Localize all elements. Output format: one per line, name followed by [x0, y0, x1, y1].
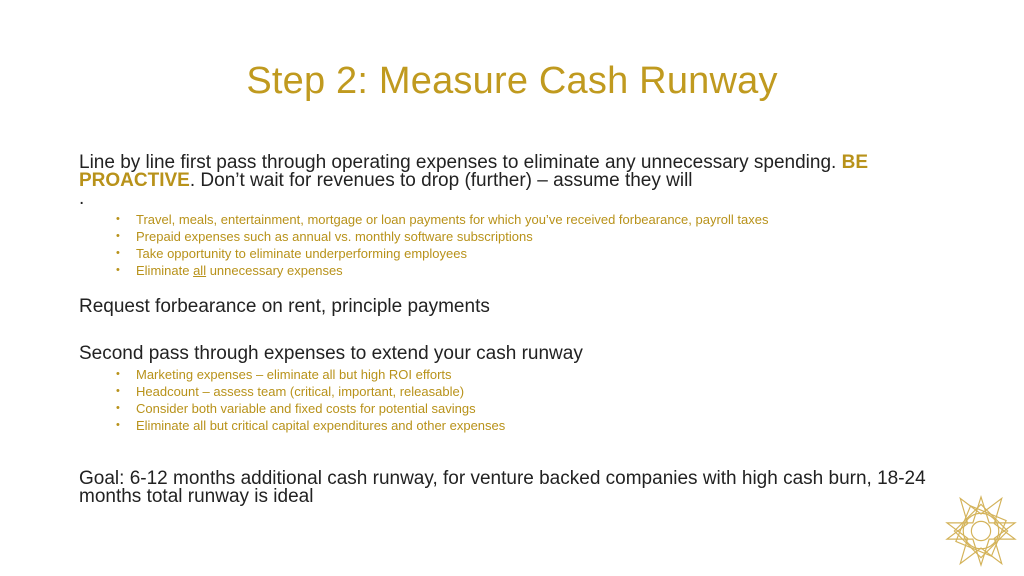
- list-item: • Eliminate all but critical capital expenditures and other expenses: [114, 417, 974, 434]
- gold-star-mandala-icon: [944, 494, 1018, 568]
- underlined-all: all: [193, 263, 207, 278]
- list-item: • Travel, meals, entertainment, mortgage or loan payments for which you’ve received forbearance, payroll taxes: [114, 211, 974, 228]
- list-item: • Headcount – assess team (critical, important, releasable): [114, 383, 974, 400]
- be-proactive-emphasis: BE PROACTIVE: [79, 152, 868, 191]
- slide-title: Step 2: Measure Cash Runway: [246, 60, 778, 102]
- list-item: • Prepaid expenses such as annual vs. monthly software subscriptions: [114, 228, 974, 245]
- list-item: • Consider both variable and fixed costs for potential savings: [114, 400, 974, 417]
- paragraph-second-pass: Second pass through expenses to extend your cash runway: [79, 343, 583, 364]
- list-item: [114, 262, 974, 279]
- first-pass-bullet-list: [114, 211, 974, 279]
- paragraph-first-pass-trailing: .: [79, 188, 85, 209]
- paragraph-first-pass-continuation: . Don’t wait for revenues to drop (further) – assume they will: [189, 170, 693, 191]
- paragraph-goal: Goal: 6-12 months additional cash runway, for venture backed companies with high cash burn, 18-24 months total runway is ideal: [79, 468, 926, 507]
- list-item: • Take opportunity to eliminate underperforming employees: [114, 245, 974, 262]
- paragraph-first-pass: [79, 154, 959, 208]
- paragraph-first-pass-text: Line by line first pass through operating expenses to eliminate any unnecessary spending.: [79, 152, 837, 173]
- second-pass-bullet-list: [114, 366, 974, 434]
- list-item-suffix: unnecessary expenses: [206, 263, 343, 278]
- list-item-prefix: Eliminate: [136, 263, 194, 278]
- list-item: • Marketing expenses – eliminate all but high ROI efforts: [114, 366, 974, 383]
- paragraph-forbearance: Request forbearance on rent, principle payments: [79, 296, 490, 317]
